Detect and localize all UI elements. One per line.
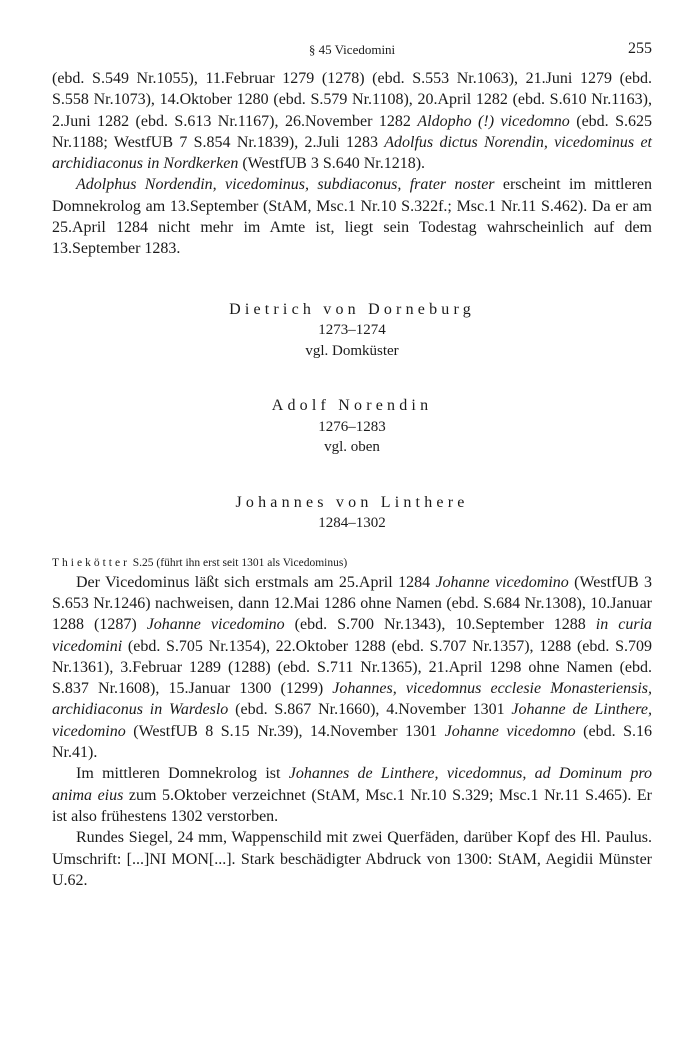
entry-name: Adolf Norendin: [271, 397, 433, 415]
entry-years: 1273–1274: [318, 322, 386, 339]
page-number: 255: [628, 40, 652, 57]
entry-years: 1276–1283: [318, 418, 386, 435]
entry-note: vgl. oben: [324, 439, 380, 456]
section-title: § 45 Vicedomini: [308, 42, 396, 57]
entry-johannes-von-linthere: [52, 493, 652, 534]
paragraph-vicedominus-records: Der Vicedominus läßt sich erstmals am 25.April 1284 Johanne vicedomino (WestfUB 3 S.653 Nr.1246) nachweisen, dann 12.Mai 1286 ohne Namen (ebd. S.684 Nr.1308), 10.Januar 1288 (1287) Johanne vicedomino (ebd. S.700 Nr.1343), 10.September 1288 in curia vicedomini (ebd. S.705 Nr.1354), 22.Oktober 1288 (ebd. S.707 Nr.1357), 1288 (ebd. S.709 Nr.1361), 3.Februar 1289 (1288) (ebd. S.711 Nr.1365), 21.April 1298 ohne Namen (ebd. S.837 Nr.1608), 15.Januar 1300 (1299) Johannes, vicedomnus ecclesie Monasteriensis, archidiaconus in Wardeslo (ebd. S.867 Nr.1660), 4.November 1301 Johanne de Linthere, vicedomino (WestfUB 8 S.15 Nr.39), 14.November 1301 Johanne vicedomno (ebd. S.16 Nr.41).: [52, 573, 653, 762]
source-note: [52, 554, 652, 572]
running-header: [52, 42, 652, 68]
entry-name: Johannes von Linthere: [235, 493, 469, 511]
paragraph-continued: (ebd. S.549 Nr.1055), 11.Februar 1279 (1278) (ebd. S.553 Nr.1063), 21.Juni 1279 (ebd. S.558 Nr.1073), 14.Oktober 1280 (ebd. S.579 Nr.1108), 20.April 1282 (ebd. S.610 Nr.1163), 2.Juni 1282 (ebd. S.613 Nr.1167), 26.November 1282 Aldopho (!) vicedomno (ebd. S.625 Nr.1188; WestfUB 7 S.854 Nr.1839), 2.Juli 1283 Adolfus dictus Norendin, vicedominus et archidiaconus in Nordkerken (WestfUB 3 S.640 Nr.1218).: [52, 70, 653, 173]
source-text: S.25 (führt ihn erst seit 1301 als Vicedominus): [129, 556, 348, 569]
book-page: [52, 42, 652, 891]
entry-note: vgl. Domküster: [305, 342, 399, 359]
entry-name: Dietrich von Dorneburg: [229, 300, 475, 318]
source-author: Thiekötter: [52, 556, 130, 569]
entry-adolf-norendin: [52, 396, 652, 458]
paragraph-death-date: Im mittleren Domnekrolog ist Johannes de Linthere, vicedomnus, ad Dominum pro anima eius zum 5.Oktober verzeichnet (StAM, Msc.1 Nr.10 S.329; Msc.1 Nr.11 S.465). Er ist also frühestens 1302 verstorben.: [52, 765, 653, 825]
paragraph-seal: Rundes Siegel, 24 mm, Wappenschild mit zwei Querfäden, darüber Kopf des Hl. Paulus. Umschrift: [...]NI MON[...]. Stark beschädigter Abdruck von 1300: StAM, Aegidii Münster U.62.: [52, 829, 652, 889]
entry-years: 1284–1302: [318, 515, 386, 532]
entry-dietrich-von-dorneburg: [52, 300, 652, 362]
paragraph-necrology: Adolphus Nordendin, vicedominus, subdiaconus, frater noster erscheint im mittleren Domnekrolog am 13.September (StAM, Msc.1 Nr.10 S.322f.; Msc.1 Nr.11 S.462). Da er am 25.April 1284 nicht mehr im Amte ist, liegt sein Todestag wahrscheinlich auf dem 13.September 1283.: [52, 176, 652, 258]
